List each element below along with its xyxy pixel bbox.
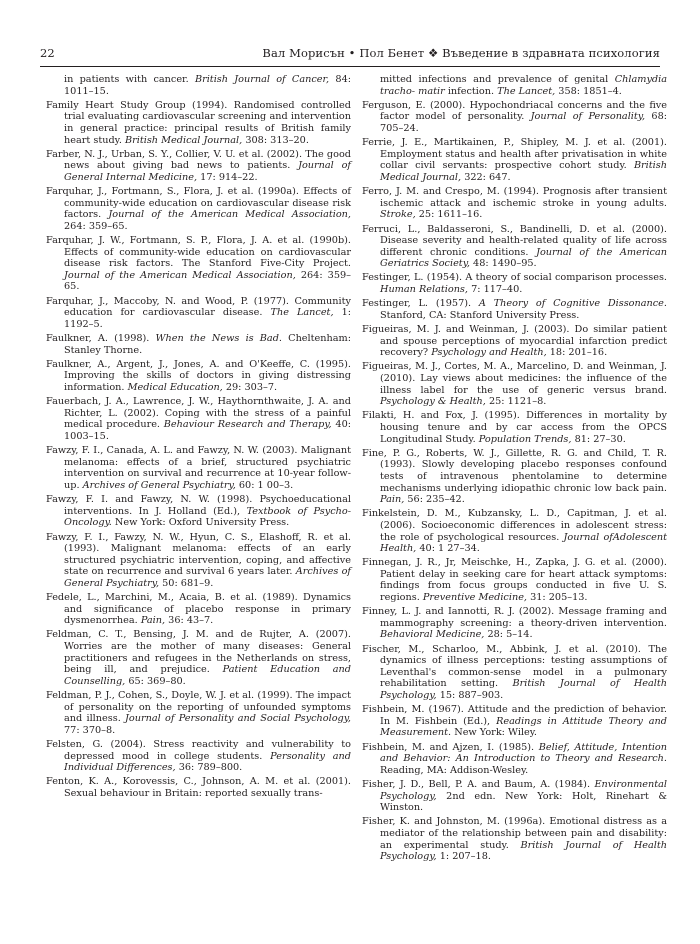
reference-text: Fishbein, M. and Ajzen, I. (1985). — [362, 741, 539, 753]
reference-entry — [362, 742, 667, 777]
reference-text: Farquhar, J., Maccoby, N. and Wood, P. (1977). Community education for cardiovascular disease. — [46, 295, 351, 319]
reference-text: Filakti, H. and Fox, J. (1995). Differences in mortality by housing tenure and by car access from the OPCS Longitudinal Study. — [362, 410, 667, 445]
reference-entry — [46, 592, 351, 627]
reference-entry — [46, 235, 351, 293]
reference-text: 308: 313–20. — [242, 134, 309, 146]
reference-entry — [46, 445, 351, 491]
reference-text: Faulkner, A., Argent, J., Jones, A. and O'Keeffe, C. (1995). Improving the skills of doctors in giving distressing information. — [46, 358, 351, 393]
reference-text: Fauerbach, J. A., Lawrence, J. W., Haythornthwaite, J. A. and Richter, L. (2002). Coping with the stress of a painful medical procedure. — [46, 396, 351, 431]
reference-source-title: Human Relations, — [380, 284, 468, 296]
reference-text: 264: 359–65. — [64, 269, 351, 293]
reference-text: 17: 914–22. — [197, 171, 258, 183]
reference-text: 25: 1121–8. — [485, 396, 547, 408]
reference-entry — [362, 816, 667, 862]
reference-source-title: Environmental Psychology, — [380, 778, 667, 802]
reference-entry — [362, 779, 667, 814]
reference-text: 28: 5–14. — [484, 629, 533, 641]
reference-text: Ferguson, E. (2000). Hypochondriacal concerns and the five factor model of personality. — [362, 99, 667, 123]
reference-text: Ferruci, L., Baldasseroni, S., Bandinelli, D. et al. (2000). Disease severity and health-related quality of life across different chronic conditions. — [362, 223, 667, 258]
reference-entry — [362, 298, 667, 321]
reference-entry — [46, 186, 351, 232]
reference-text: 65: 369–80. — [125, 675, 186, 687]
reference-text: infection. — [444, 85, 498, 97]
reference-source-title: A Theory of Cognitive Dissonance. — [478, 298, 667, 310]
reference-text: 36: 43–7. — [165, 615, 214, 627]
reference-text: Feldman, P. J., Cohen, S., Doyle, W. J. et al. (1999). The impact of personality on the reporting of unfounded symptoms and illness. — [46, 690, 351, 725]
reference-text: Farber, N. J., Urban, S. Y., Collier, V. U. et al. (2002). The good news about giving bad news to patients. — [46, 148, 351, 172]
references-right-column — [362, 74, 667, 865]
reference-text: Reading, MA: Addison-Wesley. — [380, 764, 529, 776]
reference-entry — [46, 396, 351, 442]
reference-text: 36: 789–800. — [175, 762, 243, 774]
reference-text: Figueiras, M. J., Cortes, M. A., Marcelino, D. and Weinman, J. (2010). Lay views about medicines: the influence of the illness label for the use of generic versus brand. — [362, 361, 667, 396]
reference-entry — [46, 739, 351, 774]
reference-text: Fawzy, F. I., Fawzy, N. W., Hyun, C. S., Elashoff, R. et al. (1993). Malignant melanoma: effects of an early structured psychiatric intervention, coping, and affective state on recurrence and survival 6 years later. — [46, 531, 351, 578]
reference-entry — [362, 606, 667, 641]
reference-entry — [46, 74, 351, 97]
reference-text: Finnegan, J. R., Jr, Meischke, H., Zapka, J. G. et al. (2000). Patient delay in seeking care for heart attack symptoms: findings from focus groups conducted in five U. S. regions. — [362, 557, 667, 604]
reference-source-title: Belief, Attitude, Intention and Behavior: An Introduction to Theory and Research. — [380, 741, 668, 765]
reference-text: Fawzy, F. I. and Fawzy, N. W. (1998). Psychoeducational interventions. In J. Holland (Ed.), — [46, 494, 351, 517]
reference-entry — [46, 100, 351, 146]
reference-source-title: British Journal of Cancer, — [194, 74, 330, 85]
running-title: Вал Морисън • Пол Бенет ❖ Въведение в здравната психология — [262, 46, 660, 60]
reference-text: 40: 1 27–34. — [416, 543, 480, 555]
reference-entry — [46, 149, 351, 184]
reference-text: Feldman, C. T., Bensing, J. M. and de Rujter, A. (2007). Worries are the mother of many diseases: General practitioners and refugees in the Netherlands on stress, being ill, and prejudice. — [46, 629, 351, 676]
reference-source-title: Pain, — [140, 615, 166, 627]
reference-entry — [46, 494, 351, 529]
reference-source-title: Journal ofAdolescent Health, — [380, 531, 667, 555]
reference-source-title: Readings in Attitude Theory and Measurement. — [380, 715, 667, 739]
reference-source-title: Chlamydia tracho- matir — [380, 74, 667, 97]
reference-source-title: Journal of General Internal Medicine, — [64, 160, 351, 183]
reference-entry — [362, 224, 667, 270]
reference-text: Ferro, J. M. and Crespo, M. (1994). Prognosis after transient ischemic attack and ischemic stroke in young adults. — [362, 186, 667, 209]
reference-entry — [362, 508, 667, 554]
reference-text: Fisher, J. D., Bell, P. A. and Baum, A. (1984). — [362, 778, 595, 790]
reference-text: 7: 117–40. — [467, 284, 523, 296]
reference-entry — [46, 690, 351, 736]
reference-text: 40: 1003–15. — [64, 419, 352, 442]
reference-text: 358: 1851–4. — [555, 85, 622, 97]
reference-entry — [362, 361, 667, 407]
page-number: 22 — [40, 46, 55, 60]
reference-text: Figueiras, M. J. and Weinman, J. (2003). Do similar patient and spouse perceptions of myocardial infarction predict recovery? — [362, 324, 667, 359]
reference-source-title: The Lancet, — [270, 307, 334, 319]
reference-text: 29: 303–7. — [222, 382, 278, 393]
reference-source-title: Stroke, — [380, 209, 416, 221]
reference-text: 1: 1192–5. — [64, 307, 351, 330]
reference-entry — [46, 333, 351, 356]
reference-source-title: Behavioral Medicine, — [380, 629, 485, 641]
reference-entry — [362, 137, 667, 183]
reference-source-title: British Journal of Health Psychology, — [380, 839, 668, 863]
reference-text: Finkelstein, D. M., Kubzansky, L. D., Capitman, J. et al. (2006). Socioeconomic differences in adolescent stress: the role of psychological resources. — [362, 508, 667, 543]
reference-entry — [362, 557, 667, 603]
reference-text: 81: 27–30. — [571, 433, 626, 445]
reference-source-title: Archives of General Psychiatry, — [64, 566, 351, 589]
reference-source-title: Journal of the American Geriatrics Society, — [380, 246, 668, 270]
reference-text: Finney, L. J. and Iannotti, R. J. (2002). Message framing and mammography screening: a theory-driven intervention. — [362, 606, 667, 629]
reference-entry — [362, 272, 667, 295]
reference-text: in patients with cancer. — [64, 74, 195, 85]
reference-entry — [362, 324, 667, 359]
reference-text: Farquhar, J. W., Fortmann, S. P., Flora, J. A. et al. (1990b). Effects of community-wide education on cardiovascular disease risk factors. The Stanford Five-City Project. — [46, 235, 351, 270]
reference-source-title: Preventive Medicine, — [422, 592, 528, 604]
reference-text: Fedele, L., Marchini, M., Acaia, B. et al. (1989). Dynamics and significance of placebo response in primary dysmenorrhea. — [46, 592, 351, 627]
reference-text: 77: 370–8. — [64, 724, 116, 736]
reference-text: Fawzy, F. I., Canada, A. L. and Fawzy, N. W. (2003). Malignant melanoma: effects of a brief, structured psychiatric intervention on survival and recurrence at 10-year follow-up. — [46, 445, 351, 491]
reference-text: Ferrie, J. E., Martikainen, P., Shipley, M. J. et al. (2001). Employment status and health after privatisation in white collar civil servants: prospective cohort study. — [362, 137, 667, 172]
reference-entry — [362, 704, 667, 739]
reference-text: 50: 681–9. — [159, 577, 214, 589]
reference-source-title: Journal of the American Medical Association, — [64, 269, 296, 281]
reference-source-title: Archives of General Psychiatry, — [82, 479, 236, 491]
reference-text: Faulkner, A. (1998). — [46, 333, 156, 345]
reference-text: 1: 207–18. — [436, 851, 491, 863]
reference-text: 56: 235–42. — [404, 494, 465, 506]
reference-entry — [362, 410, 667, 445]
reference-entry — [46, 776, 351, 799]
reference-text: 31: 205–13. — [527, 592, 588, 604]
reference-source-title: Journal of Personality and Social Psychology, — [125, 713, 351, 725]
header-rule — [40, 66, 660, 67]
reference-entry — [46, 532, 351, 590]
reference-source-title: Journal of Personality, — [530, 111, 646, 123]
reference-text: Festinger, L. (1954). A theory of social comparison processes. — [362, 272, 667, 284]
reference-source-title: When the News is Bad. — [155, 333, 282, 345]
reference-source-title: British Journal of Health Psychology, — [380, 678, 668, 701]
reference-entry — [46, 629, 351, 687]
reference-text: Fine, P. G., Roberts, W. J., Gillette, R. G. and Child, T. R. (1993). Slowly developing placebo responses confound tests of intravenous phentolamine to determine mechanisms underlying idiopathic chronic low back pain. — [362, 447, 667, 494]
references-left-column — [46, 74, 351, 802]
reference-source-title: Medical Education, — [127, 382, 223, 393]
reference-source-title: Textbook of Psycho-Oncology. — [64, 505, 351, 529]
reference-source-title: The Lancet, — [497, 85, 556, 97]
reference-text: 68: 705–24. — [380, 111, 667, 134]
reference-text: 2nd edn. New York: Holt, Rinehart & Winston. — [380, 790, 667, 814]
reference-entry — [362, 644, 667, 702]
reference-source-title: Personality and Individual Differences, — [64, 750, 351, 774]
reference-text: Felsten, G. (2004). Stress reactivity and vulnerability to depressed mood in college students. — [46, 738, 351, 762]
reference-source-title: Population Trends, — [478, 433, 572, 445]
reference-text: Family Heart Study Group (1994). Randomised controlled trial evaluating cardiovascular screening and intervention in general practice: principal results of British family heart study. — [46, 99, 351, 146]
reference-entry — [46, 359, 351, 394]
reference-entry — [362, 74, 667, 97]
reference-text: Stanford, CA: Stanford University Press. — [380, 309, 580, 321]
reference-source-title: Psychology & Health, — [380, 396, 486, 408]
reference-text: 60: 1 00–3. — [235, 479, 294, 491]
reference-text: Festinger, L. (1957). — [362, 298, 479, 310]
reference-text: Fisher, K. and Johnston, M. (1996a). Emotional distress as a mediator of the relationship between pain and disability: an experimental study. — [362, 816, 667, 851]
reference-entry — [46, 296, 351, 331]
reference-text: New York: Oxford University Press. — [111, 517, 290, 529]
reference-source-title: Behaviour Research and Therapy, — [163, 419, 332, 431]
reference-text: 18: 201–16. — [546, 347, 608, 359]
reference-text: 48: 1490–95. — [469, 258, 537, 270]
reference-entry — [362, 100, 667, 135]
reference-source-title: British Medical Journal, — [380, 160, 667, 183]
reference-text: Fishbein, M. (1967). Attitude and the prediction of behavior. In M. Fishbein (Ed.), — [362, 704, 667, 727]
reference-text: New York: Wiley. — [451, 727, 538, 739]
reference-text: Fischer, M., Scharloo, M., Abbink, J. et al. (2010). The dynamics of illness perceptions: testing assumptions of Leventhal's common-sense model in a pulmonary rehabilitation setting. — [362, 643, 667, 690]
reference-text: Fenton, K. A., Korovessis, C., Johnson, A. M. et al. (2001). Sexual behaviour in Britain: reported sexually trans- — [46, 776, 351, 799]
reference-text: 322: 647. — [461, 171, 511, 183]
reference-text: 84: 1011–15. — [64, 74, 351, 97]
reference-source-title: Pain, — [380, 494, 405, 506]
reference-text: 264: 359–65. — [64, 220, 128, 232]
reference-source-title: Psychology and Health, — [431, 347, 547, 359]
reference-text: Farquhar, J., Fortmann, S., Flora, J. et al. (1990a). Effects of community-wide education on cardiovascular disease risk factors. — [46, 186, 351, 221]
reference-entry — [362, 186, 667, 221]
reference-text: 25: 1611–16. — [415, 209, 483, 221]
reference-source-title: Journal of the American Medical Association, — [108, 209, 351, 221]
reference-entry — [362, 448, 667, 506]
page-header — [40, 46, 660, 64]
reference-text: Cheltenham: Stanley Thorne. — [64, 333, 351, 356]
reference-text: mitted infections and prevalence of genital — [380, 74, 615, 85]
reference-text: 15: 887–903. — [436, 690, 504, 701]
reference-source-title: British Medical Journal, — [125, 134, 243, 146]
reference-source-title: Patient Education and Counselling, — [64, 664, 351, 687]
